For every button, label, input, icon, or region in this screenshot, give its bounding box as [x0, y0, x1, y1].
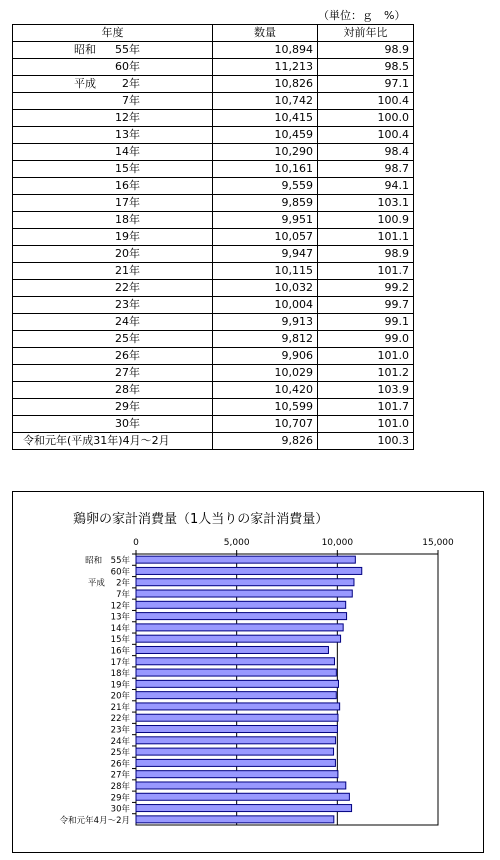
year-cell [13, 229, 213, 246]
year-cell [13, 263, 213, 280]
table-row [13, 399, 414, 416]
table-row [13, 246, 414, 263]
bar [136, 703, 340, 710]
header-quantity: 数量 [213, 25, 318, 42]
year-cell [13, 59, 213, 76]
table-row [13, 178, 414, 195]
table-row [13, 433, 414, 450]
year-cell [13, 331, 213, 348]
ratio-cell: 99.0 [318, 331, 414, 348]
year-label: 18年 [115, 213, 140, 226]
table-header-row [13, 25, 414, 42]
category-label: 令和元年4月～2月 [59, 815, 130, 826]
category-label: 12年 [110, 601, 130, 612]
quantity-cell: 10,290 [213, 144, 318, 161]
year-label: 27年 [115, 366, 140, 379]
quantity-cell: 10,029 [213, 365, 318, 382]
bar [136, 692, 336, 699]
ratio-cell: 103.9 [318, 382, 414, 399]
year-cell [13, 280, 213, 297]
year-label: 20年 [115, 247, 140, 260]
ratio-cell: 98.7 [318, 161, 414, 178]
category-label: 18年 [110, 669, 130, 680]
table-row [13, 382, 414, 399]
quantity-cell: 9,812 [213, 331, 318, 348]
year-cell [13, 144, 213, 161]
era-label: 平成 [74, 77, 96, 90]
bar [136, 613, 347, 620]
year-cell [13, 382, 213, 399]
quantity-cell: 10,161 [213, 161, 318, 178]
quantity-cell: 9,826 [213, 433, 318, 450]
ratio-cell: 98.9 [318, 42, 414, 59]
category-label: 19年 [110, 680, 130, 691]
year-label: 2年 [122, 77, 140, 90]
bar [136, 646, 328, 653]
year-label: 55年 [115, 43, 140, 56]
category-label: 20年 [110, 691, 130, 702]
bar [136, 556, 355, 563]
x-tick-label: 15,000 [422, 538, 454, 548]
year-label: 21年 [115, 264, 140, 277]
year-cell [13, 314, 213, 331]
unit-label: （単位：ｇ %） [318, 9, 406, 22]
category-label: 21年 [110, 702, 130, 713]
year-label: 25年 [115, 332, 140, 345]
table-row [13, 212, 414, 229]
year-cell [13, 365, 213, 382]
year-label: 15年 [115, 162, 140, 175]
quantity-cell: 10,415 [213, 110, 318, 127]
category-label: 24年 [110, 736, 130, 747]
year-cell [13, 348, 213, 365]
year-cell [13, 246, 213, 263]
table-row [13, 161, 414, 178]
ratio-cell: 98.5 [318, 59, 414, 76]
table-row [13, 331, 414, 348]
quantity-cell: 10,599 [213, 399, 318, 416]
category-label: 14年 [110, 623, 130, 634]
bar [136, 680, 338, 687]
x-tick-label: 0 [133, 538, 139, 548]
bar [136, 658, 334, 665]
table-row [13, 229, 414, 246]
year-label: 23年 [115, 298, 140, 311]
bar [136, 737, 336, 744]
year-cell [13, 42, 213, 59]
table-row [13, 59, 414, 76]
category-label: 27年 [110, 770, 130, 781]
table-row [13, 280, 414, 297]
quantity-cell: 10,057 [213, 229, 318, 246]
category-label: 26年 [110, 759, 130, 770]
category-label: 平成 2年 [87, 578, 130, 589]
year-cell [13, 212, 213, 229]
quantity-cell: 10,742 [213, 93, 318, 110]
year-cell [13, 297, 213, 314]
consumption-table [12, 24, 414, 450]
category-label: 22年 [110, 714, 130, 725]
quantity-cell: 10,004 [213, 297, 318, 314]
header-year: 年度 [13, 25, 213, 42]
category-label: 60年 [110, 567, 130, 578]
ratio-cell: 98.9 [318, 246, 414, 263]
ratio-cell: 100.4 [318, 93, 414, 110]
table-row [13, 195, 414, 212]
x-tick-label: 5,000 [223, 538, 250, 548]
year-cell [13, 127, 213, 144]
quantity-cell: 10,115 [213, 263, 318, 280]
year-label: 13年 [115, 128, 140, 141]
table-row [13, 76, 414, 93]
bar [136, 624, 343, 631]
table-row [13, 127, 414, 144]
year-cell [13, 110, 213, 127]
category-label: 29年 [110, 793, 130, 804]
table-row [13, 110, 414, 127]
year-cell [13, 416, 213, 433]
ratio-cell: 100.4 [318, 127, 414, 144]
year-label: 60年 [115, 60, 140, 73]
quantity-cell: 9,913 [213, 314, 318, 331]
year-cell [13, 433, 213, 450]
table-row [13, 314, 414, 331]
ratio-cell: 97.1 [318, 76, 414, 93]
year-label: 令和元年(平成31年)4月～2月 [23, 434, 170, 447]
bar [136, 669, 336, 676]
category-label: 30年 [110, 804, 130, 815]
chart-title: 鶏卵の家計消費量（1人当りの家計消費量） [73, 512, 329, 527]
ratio-cell: 101.2 [318, 365, 414, 382]
category-label: 25年 [110, 748, 130, 759]
table-row [13, 263, 414, 280]
table-row [13, 365, 414, 382]
year-cell [13, 195, 213, 212]
ratio-cell: 103.1 [318, 195, 414, 212]
ratio-cell: 101.7 [318, 399, 414, 416]
year-cell [13, 76, 213, 93]
bar [136, 579, 354, 586]
quantity-cell: 9,947 [213, 246, 318, 263]
year-cell [13, 161, 213, 178]
year-cell [13, 399, 213, 416]
quantity-cell: 9,859 [213, 195, 318, 212]
year-cell [13, 93, 213, 110]
bar [136, 793, 349, 800]
x-tick-label: 10,000 [321, 538, 354, 548]
ratio-cell: 101.7 [318, 263, 414, 280]
bar [136, 782, 346, 789]
category-label: 昭和 55年 [85, 556, 130, 567]
year-label: 16年 [115, 179, 140, 192]
era-label: 昭和 [74, 43, 96, 56]
year-label: 30年 [115, 417, 140, 430]
category-label: 16年 [110, 646, 130, 657]
quantity-cell: 10,707 [213, 416, 318, 433]
bar [136, 726, 337, 733]
category-label: 13年 [110, 612, 130, 623]
quantity-cell: 10,894 [213, 42, 318, 59]
ratio-cell: 98.4 [318, 144, 414, 161]
year-label: 29年 [115, 400, 140, 413]
category-label: 17年 [110, 657, 130, 668]
ratio-cell: 99.1 [318, 314, 414, 331]
year-label: 22年 [115, 281, 140, 294]
ratio-cell: 100.3 [318, 433, 414, 450]
year-label: 17年 [115, 196, 140, 209]
table-row [13, 93, 414, 110]
category-label: 28年 [110, 781, 130, 792]
quantity-cell: 10,032 [213, 280, 318, 297]
bar [136, 601, 346, 608]
ratio-cell: 100.9 [318, 212, 414, 229]
year-label: 24年 [115, 315, 140, 328]
quantity-cell: 10,459 [213, 127, 318, 144]
bar [136, 805, 352, 812]
ratio-cell: 101.0 [318, 348, 414, 365]
year-label: 19年 [115, 230, 140, 243]
ratio-cell: 101.1 [318, 229, 414, 246]
quantity-cell: 10,826 [213, 76, 318, 93]
ratio-cell: 94.1 [318, 178, 414, 195]
year-label: 28年 [115, 383, 140, 396]
category-label: 23年 [110, 725, 130, 736]
ratio-cell: 99.2 [318, 280, 414, 297]
year-label: 26年 [115, 349, 140, 362]
table-row [13, 348, 414, 365]
bar [136, 567, 362, 574]
bar [136, 759, 335, 766]
year-label: 12年 [115, 111, 140, 124]
year-cell [13, 178, 213, 195]
table-row [13, 297, 414, 314]
ratio-cell: 99.7 [318, 297, 414, 314]
table-row [13, 144, 414, 161]
header-ratio: 対前年比 [318, 25, 414, 42]
chart-container [12, 491, 484, 853]
table-row [13, 416, 414, 433]
quantity-cell: 10,420 [213, 382, 318, 399]
category-label: 7年 [116, 590, 130, 601]
bar [136, 590, 352, 597]
bar [136, 748, 334, 755]
quantity-cell: 9,906 [213, 348, 318, 365]
category-label: 15年 [110, 635, 130, 646]
bar [136, 635, 341, 642]
bar [136, 714, 338, 721]
ratio-cell: 100.0 [318, 110, 414, 127]
bar-chart [13, 492, 483, 852]
year-label: 7年 [122, 94, 140, 107]
quantity-cell: 9,951 [213, 212, 318, 229]
bar [136, 816, 334, 823]
bar [136, 771, 338, 778]
ratio-cell: 101.0 [318, 416, 414, 433]
quantity-cell: 11,213 [213, 59, 318, 76]
quantity-cell: 9,559 [213, 178, 318, 195]
year-label: 14年 [115, 145, 140, 158]
table-row [13, 42, 414, 59]
